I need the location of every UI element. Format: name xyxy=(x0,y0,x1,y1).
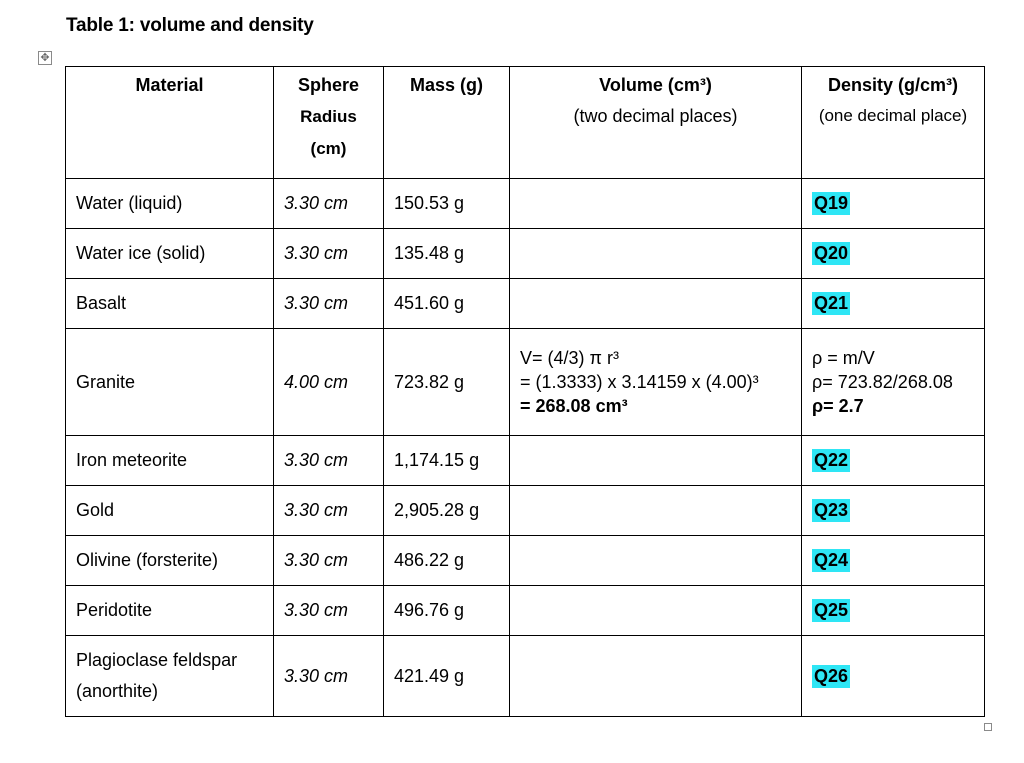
material-name-line2: (anorthite) xyxy=(76,681,159,701)
header-mass: Mass (g) xyxy=(384,67,510,179)
volume-calculation-cell xyxy=(510,329,802,436)
density-cell[interactable] xyxy=(802,586,985,636)
material-cell: Gold xyxy=(66,486,274,536)
material-cell: Basalt xyxy=(66,279,274,329)
material-name-line1: Plagioclase feldspar xyxy=(76,650,238,670)
material-cell: Olivine (forsterite) xyxy=(66,536,274,586)
question-label: Q20 xyxy=(814,243,849,263)
material-cell: Granite xyxy=(66,329,274,436)
radius-cell: 3.30 cm xyxy=(274,486,384,536)
table-row-worked-example xyxy=(66,329,985,436)
mass-cell: 723.82 g xyxy=(384,329,510,436)
resize-handle-icon[interactable] xyxy=(984,723,992,731)
table-caption: Table 1: volume and density xyxy=(66,15,314,36)
material-cell: Water (liquid) xyxy=(66,179,274,229)
mass-cell: 150.53 g xyxy=(384,179,510,229)
radius-cell: 4.00 cm xyxy=(274,329,384,436)
density-formula: ρ = m/V xyxy=(812,348,875,368)
table-row xyxy=(66,229,985,279)
question-label: Q23 xyxy=(814,500,849,520)
volume-result: = 268.08 cm³ xyxy=(520,396,628,416)
mass-cell: 1,174.15 g xyxy=(384,436,510,486)
density-substitution: ρ= 723.82/268.08 xyxy=(812,372,953,392)
material-cell: Peridotite xyxy=(66,586,274,636)
volume-cell[interactable] xyxy=(510,279,802,329)
table-row xyxy=(66,179,985,229)
question-label: Q26 xyxy=(814,665,849,686)
radius-cell: 3.30 cm xyxy=(274,586,384,636)
volume-density-table xyxy=(65,66,985,717)
radius-cell: 3.30 cm xyxy=(274,436,384,486)
mass-cell: 135.48 g xyxy=(384,229,510,279)
density-result: ρ= 2.7 xyxy=(812,396,864,416)
mass-cell: 486.22 g xyxy=(384,536,510,586)
volume-cell[interactable] xyxy=(510,536,802,586)
header-material: Material xyxy=(66,67,274,179)
density-cell[interactable] xyxy=(802,179,985,229)
volume-cell[interactable] xyxy=(510,436,802,486)
density-cell[interactable] xyxy=(802,279,985,329)
header-volume: Volume (cm³) (two decimal places) xyxy=(510,67,802,179)
volume-formula: V= (4/3) π r³ xyxy=(520,348,619,368)
radius-cell: 3.30 cm xyxy=(274,536,384,586)
question-label: Q22 xyxy=(814,450,849,470)
table-row xyxy=(66,586,985,636)
mass-cell: 2,905.28 g xyxy=(384,486,510,536)
volume-substitution: = (1.3333) x 3.14159 x (4.00)³ xyxy=(520,372,759,392)
mass-cell: 451.60 g xyxy=(384,279,510,329)
volume-cell[interactable] xyxy=(510,586,802,636)
material-cell: Iron meteorite xyxy=(66,436,274,486)
density-cell[interactable] xyxy=(802,636,985,717)
header-density: Density (g/cm³) (one decimal place) xyxy=(802,67,985,179)
volume-cell[interactable] xyxy=(510,636,802,717)
density-cell[interactable] xyxy=(802,536,985,586)
table-row xyxy=(66,279,985,329)
density-cell[interactable] xyxy=(802,486,985,536)
density-cell[interactable] xyxy=(802,436,985,486)
density-calculation-cell xyxy=(802,329,985,436)
radius-cell: 3.30 cm xyxy=(274,229,384,279)
volume-cell[interactable] xyxy=(510,179,802,229)
radius-cell: 3.30 cm xyxy=(274,279,384,329)
header-row xyxy=(66,67,985,179)
mass-cell: 496.76 g xyxy=(384,586,510,636)
volume-cell[interactable] xyxy=(510,229,802,279)
table-row xyxy=(66,486,985,536)
question-label: Q19 xyxy=(814,193,849,213)
density-cell[interactable] xyxy=(802,229,985,279)
mass-cell: 421.49 g xyxy=(384,636,510,717)
material-cell: Water ice (solid) xyxy=(66,229,274,279)
volume-cell[interactable] xyxy=(510,486,802,536)
header-radius: Sphere Radius (cm) xyxy=(274,67,384,179)
table-row xyxy=(66,536,985,586)
table-row xyxy=(66,636,985,717)
radius-cell: 3.30 cm xyxy=(274,179,384,229)
question-label: Q21 xyxy=(814,293,849,313)
radius-cell: 3.30 cm xyxy=(274,636,384,717)
question-label: Q25 xyxy=(814,600,849,620)
table-row xyxy=(66,436,985,486)
move-icon[interactable]: ✥ xyxy=(38,51,52,65)
question-label: Q24 xyxy=(814,550,849,570)
material-cell xyxy=(66,636,274,717)
